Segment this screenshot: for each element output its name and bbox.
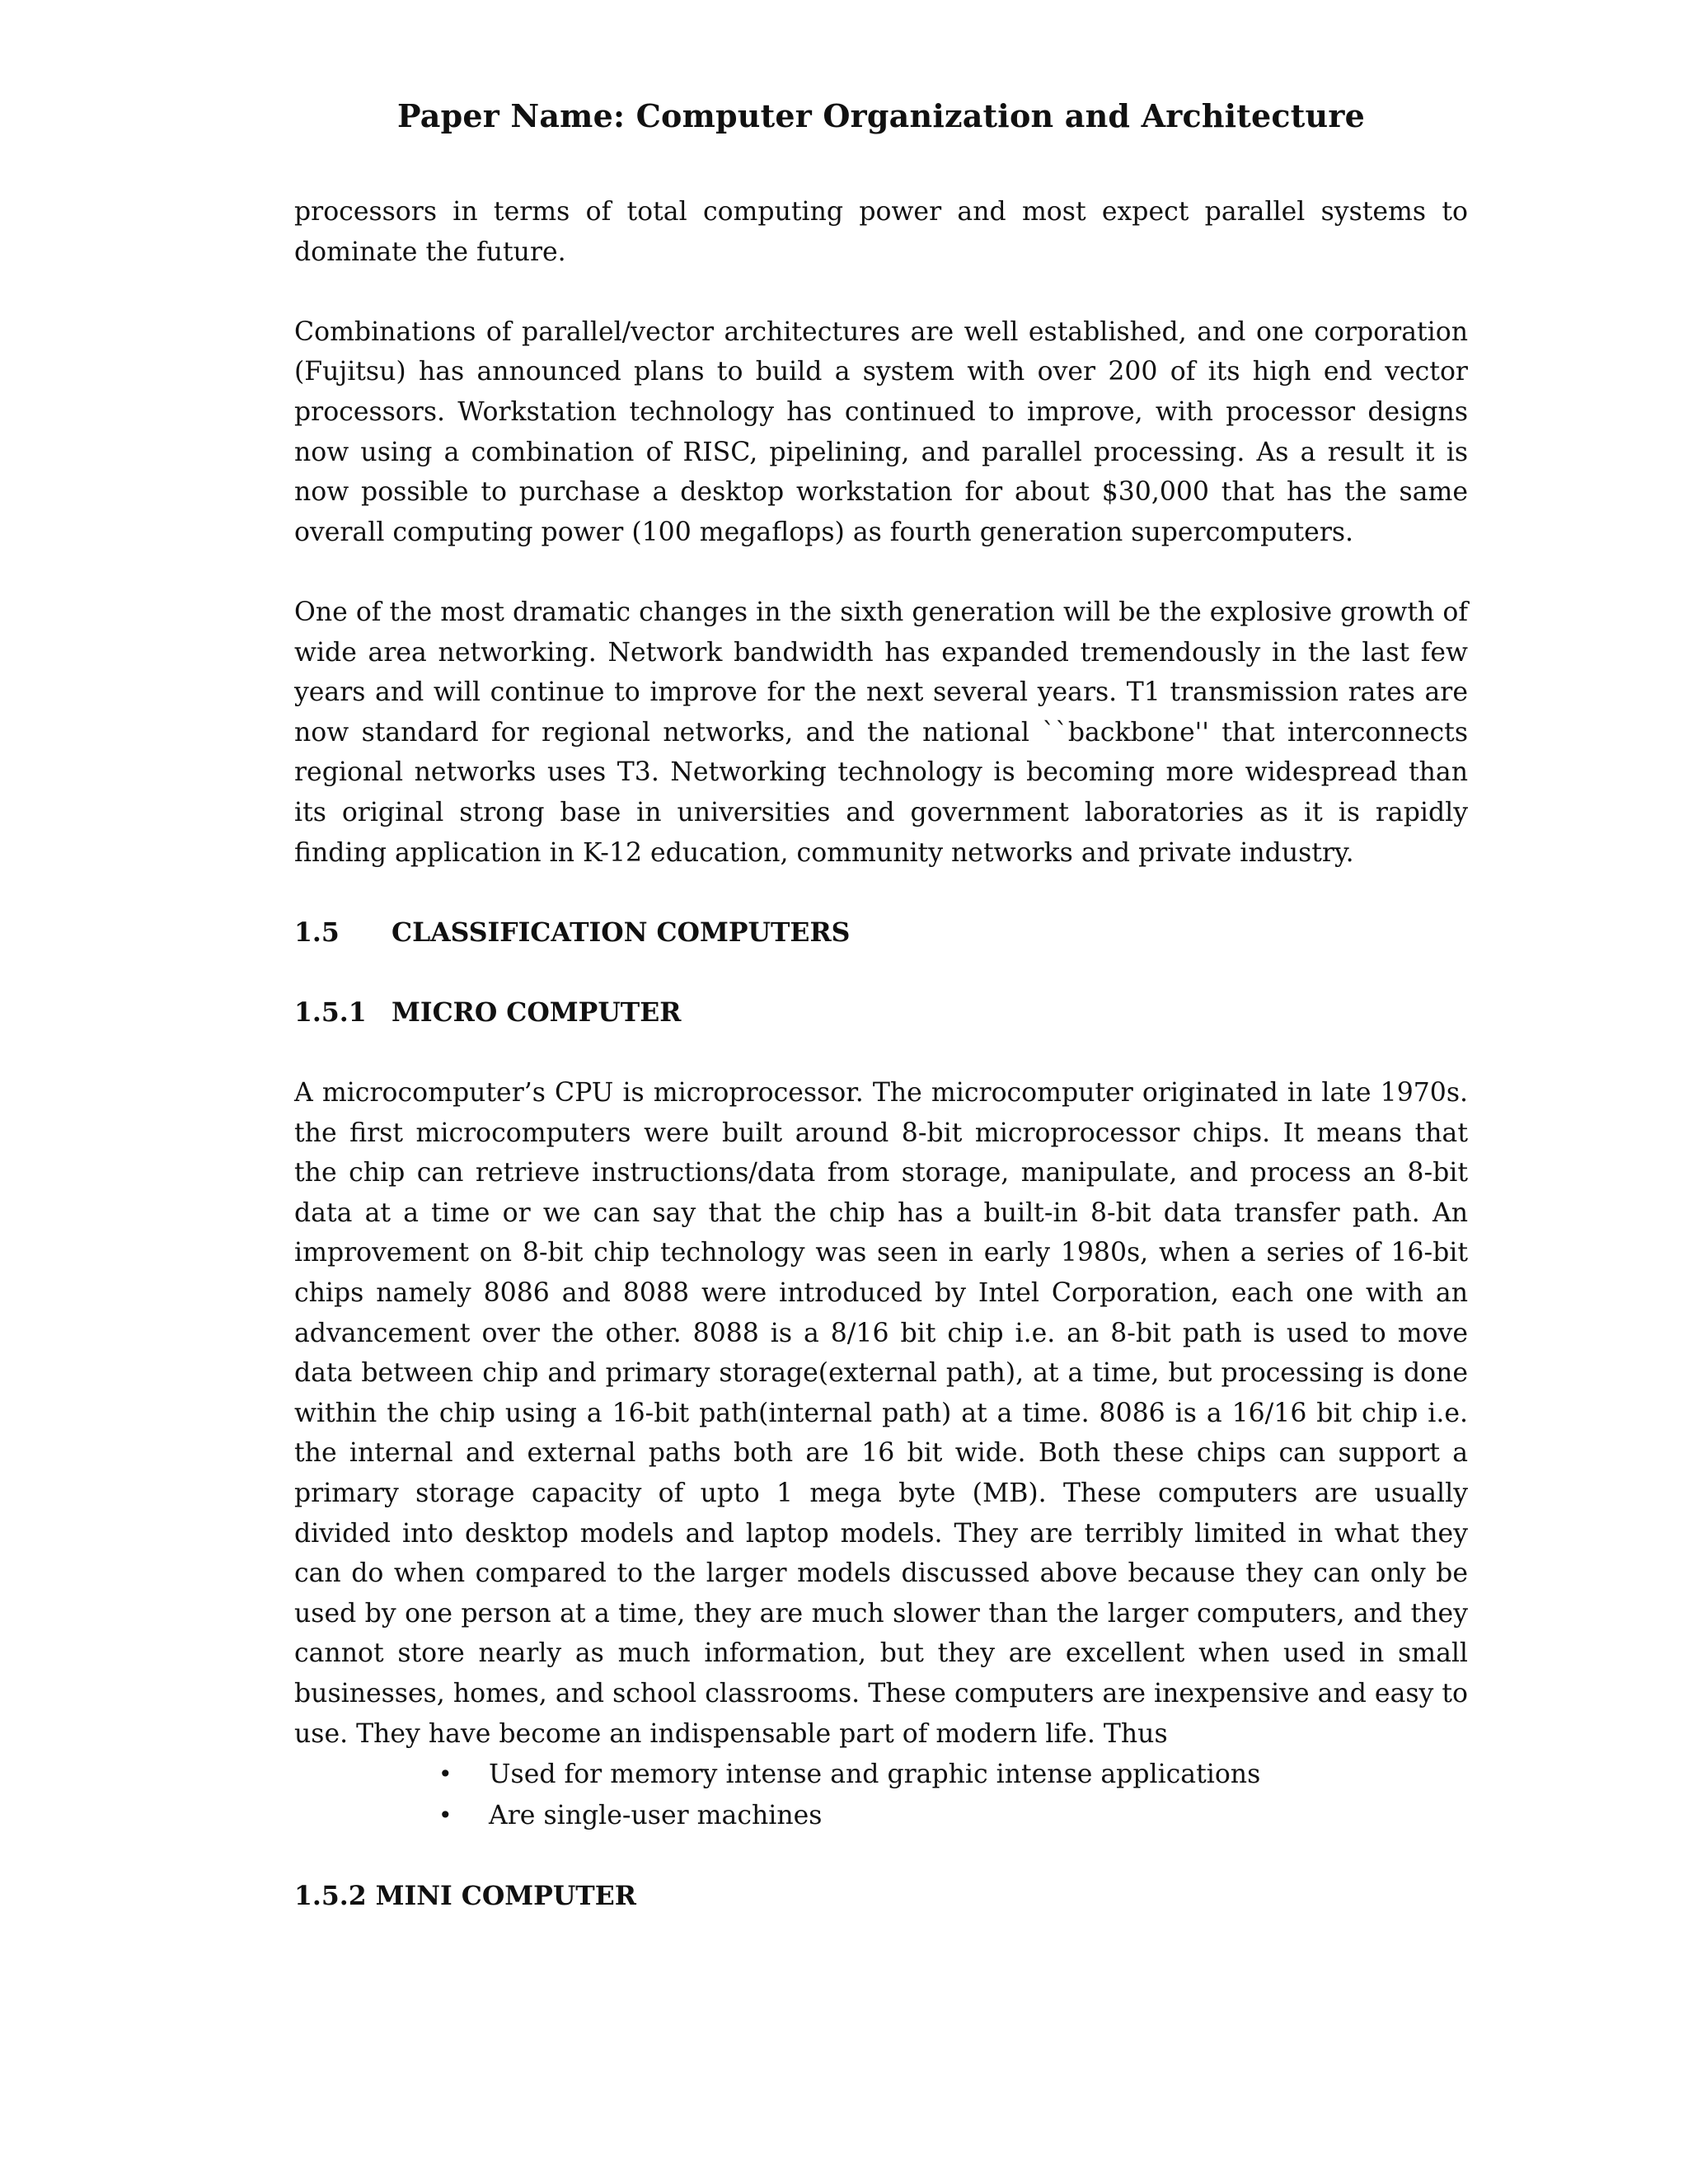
- list-item: [294, 1795, 1468, 1836]
- section-title: 1.5.2 MINI COMPUTER: [294, 1880, 636, 1911]
- paragraph-networking: One of the most dramatic changes in the sixth generation will be the explosive growth of wide area networking. Network bandwidth has expanded tremendously in the last few years and will continue to improve for the next several years. T1 transmission rates are now standard for regional networks, and the national ``backbone'' that interconnects regional networks uses T3. Networking technology is becoming more widespread than its original strong base in universities and government laboratories as it is rapidly finding application in K-12 education, community networks and private industry.: [294, 597, 1468, 868]
- section-heading-mini-computer: [294, 1877, 1468, 1917]
- section-title: MICRO COMPUTER: [392, 996, 682, 1028]
- section-number: 1.5.1: [294, 996, 367, 1028]
- paragraph-parallel-systems: processors in terms of total computing power and most expect parallel systems to dominate the future.: [294, 197, 1468, 267]
- section-heading-classification: [294, 913, 1468, 954]
- section-number: 1.5: [294, 916, 340, 948]
- list-item-text: Used for memory intense and graphic intense applications: [489, 1760, 1261, 1790]
- bullet-icon: •: [438, 1760, 452, 1788]
- paragraph-microcomputer: A microcomputer’s CPU is microprocessor. The microcomputer originated in late 1970s. the first microcomputers were built around 8-bit microprocessor chips. It means that the chip can retrieve instructions/data from storage, manipulate, and process an 8-bit data at a time or we can say that the chip has a built-in 8-bit data transfer path. An improvement on 8-bit chip technology was seen in early 1980s, when a series of 16-bit chips namely 8086 and 8088 were introduced by Intel Corporation, each one with an advancement over the other. 8088 is a 8/16 bit chip i.e. an 8-bit path is used to move data between chip and primary storage(external path), at a time, but processing is done within the chip using a 16-bit path(internal path) at a time. 8086 is a 16/16 bit chip i.e. the internal and external paths both are 16 bit wide. Both these chips can support a primary storage capacity of upto 1 mega byte (MB). These computers are usually divided into desktop models and laptop models. They are terribly limited in what they can do when compared to the larger models discussed above because they can only be used by one person at a time, they are much slower than the larger computers, and they cannot store nearly as much information, but they are excellent when used in small businesses, homes, and school classrooms. These computers are inexpensive and easy to use. They have become an indispensable part of modern life. Thus: [294, 1078, 1468, 1749]
- page-title: Paper Name: Computer Organization and Architecture: [397, 97, 1365, 134]
- bullet-icon: •: [438, 1802, 452, 1830]
- section-heading-micro-computer: [294, 993, 1468, 1033]
- paragraph-vector-architectures: Combinations of parallel/vector architectures are well established, and one corporation (Fujitsu) has announced plans to build a system with over 200 of its high end vector processors. Workstation technology has continued to improve, with processor designs now using a combination of RISC, pipelining, and parallel processing. As a result it is now possible to purchase a desktop workstation for about $30,000 that has the same overall computing power (100 megaflops) as fourth generation supercomputers.: [294, 316, 1468, 547]
- section-title: CLASSIFICATION COMPUTERS: [392, 916, 851, 948]
- list-item: [294, 1754, 1468, 1795]
- bullet-list: [294, 1754, 1468, 1836]
- list-item-text: Are single-user machines: [489, 1801, 823, 1831]
- document-body: [294, 192, 1468, 1957]
